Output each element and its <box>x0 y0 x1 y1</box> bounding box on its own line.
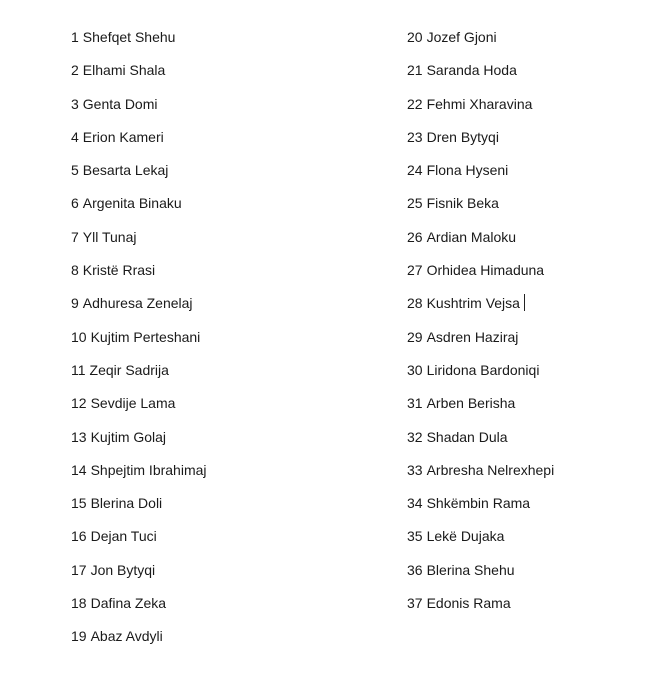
item-number: 19 <box>71 628 87 645</box>
item-name: Lekë Dujaka <box>426 528 505 545</box>
list-item[interactable] <box>407 460 554 493</box>
item-number: 2 <box>71 62 79 79</box>
item-number: 21 <box>407 62 423 79</box>
item-name: Jon Bytyqi <box>90 561 156 578</box>
item-name: Shkëmbin Rama <box>426 495 531 512</box>
item-name: Blerina Doli <box>90 495 163 512</box>
list-item[interactable] <box>71 327 207 360</box>
list-item[interactable] <box>407 293 554 326</box>
item-number: 34 <box>407 495 423 512</box>
list-item[interactable] <box>71 160 207 193</box>
list-item[interactable] <box>407 160 554 193</box>
item-number: 4 <box>71 128 79 145</box>
item-name: Kushtrim Vejsa <box>426 295 520 312</box>
list-item[interactable] <box>71 393 207 426</box>
item-number: 10 <box>71 328 87 345</box>
list-item[interactable] <box>71 460 207 493</box>
item-number: 23 <box>407 128 423 145</box>
list-item[interactable] <box>407 393 554 426</box>
list-item[interactable] <box>71 193 207 226</box>
list-item[interactable] <box>71 60 207 93</box>
item-number: 24 <box>407 162 423 179</box>
item-name: Kujtim Golaj <box>90 428 167 445</box>
item-name: Ardian Maloku <box>426 228 517 245</box>
item-number: 32 <box>407 428 423 445</box>
list-item[interactable] <box>71 593 207 626</box>
list-item[interactable] <box>407 493 554 526</box>
list-item[interactable] <box>71 626 207 659</box>
item-number: 26 <box>407 228 423 245</box>
item-name: Besarta Lekaj <box>82 162 169 179</box>
item-number: 13 <box>71 428 87 445</box>
list-item[interactable] <box>407 526 554 559</box>
list-item[interactable] <box>71 427 207 460</box>
item-number: 5 <box>71 162 79 179</box>
list-item[interactable] <box>407 560 554 593</box>
item-name: Kristë Rrasi <box>82 262 156 279</box>
item-name: Dren Bytyqi <box>426 128 499 145</box>
item-name: Adhuresa Zenelaj <box>82 295 193 312</box>
item-number: 16 <box>71 528 87 545</box>
item-number: 33 <box>407 461 423 478</box>
item-name: Sevdije Lama <box>90 395 176 412</box>
list-item[interactable] <box>407 60 554 93</box>
item-name: Dejan Tuci <box>90 528 157 545</box>
item-name: Edonis Rama <box>426 595 511 612</box>
item-number: 31 <box>407 395 423 412</box>
item-number: 25 <box>407 195 423 212</box>
list-item[interactable] <box>71 260 207 293</box>
name-list-left-column <box>71 27 207 660</box>
list-item[interactable] <box>407 27 554 60</box>
list-item[interactable] <box>71 27 207 60</box>
item-name: Genta Domi <box>82 95 158 112</box>
list-item[interactable] <box>407 94 554 127</box>
item-name: Shadan Dula <box>426 428 508 445</box>
item-number: 6 <box>71 195 79 212</box>
list-item[interactable] <box>407 360 554 393</box>
item-name: Flona Hyseni <box>426 162 509 179</box>
item-number: 22 <box>407 95 423 112</box>
item-name: Saranda Hoda <box>426 62 517 79</box>
list-item[interactable] <box>407 127 554 160</box>
item-number: 8 <box>71 262 79 279</box>
list-item[interactable] <box>71 94 207 127</box>
list-item[interactable] <box>407 193 554 226</box>
item-name: Arbresha Nelrexhepi <box>426 461 555 478</box>
list-item[interactable] <box>407 593 554 626</box>
item-name: Dafina Zeka <box>90 595 167 612</box>
list-item[interactable] <box>71 526 207 559</box>
item-name: Shpejtim Ibrahimaj <box>90 461 207 478</box>
item-number: 7 <box>71 228 79 245</box>
item-number: 11 <box>71 361 86 378</box>
list-item[interactable] <box>71 560 207 593</box>
list-item[interactable] <box>71 493 207 526</box>
item-name: Liridona Bardoniqi <box>426 361 540 378</box>
item-name: Zeqir Sadrija <box>89 361 169 378</box>
item-number: 12 <box>71 395 87 412</box>
item-number: 14 <box>71 461 87 478</box>
item-name: Blerina Shehu <box>426 561 515 578</box>
item-name: Abaz Avdyli <box>90 628 163 645</box>
item-number: 3 <box>71 95 79 112</box>
item-number: 18 <box>71 595 87 612</box>
list-item[interactable] <box>407 260 554 293</box>
item-number: 15 <box>71 495 87 512</box>
item-name: Fisnik Beka <box>426 195 499 212</box>
item-number: 36 <box>407 561 423 578</box>
item-name: Argenita Binaku <box>82 195 182 212</box>
item-number: 30 <box>407 361 423 378</box>
item-number: 9 <box>71 295 79 312</box>
name-list-right-column <box>407 27 554 626</box>
item-name: Erion Kameri <box>82 128 164 145</box>
item-number: 35 <box>407 528 423 545</box>
item-number: 28 <box>407 295 423 312</box>
list-item[interactable] <box>71 360 207 393</box>
item-name: Yll Tunaj <box>82 228 137 245</box>
item-number: 17 <box>71 561 87 578</box>
item-name: Arben Berisha <box>426 395 516 412</box>
list-item[interactable] <box>71 227 207 260</box>
item-name: Asdren Haziraj <box>426 328 519 345</box>
item-name: Fehmi Xharavina <box>426 95 533 112</box>
item-name: Kujtim Perteshani <box>90 328 201 345</box>
item-name: Elhami Shala <box>82 62 166 79</box>
list-item[interactable] <box>71 293 207 326</box>
list-item[interactable] <box>407 227 554 260</box>
item-number: 20 <box>407 29 423 45</box>
list-item[interactable] <box>407 327 554 360</box>
list-item[interactable] <box>71 127 207 160</box>
item-name: Jozef Gjoni <box>426 29 497 45</box>
item-number: 37 <box>407 595 423 612</box>
item-name: Orhidea Himaduna <box>426 262 545 279</box>
item-number: 27 <box>407 262 423 279</box>
text-cursor <box>524 294 525 311</box>
item-number: 1 <box>71 29 79 45</box>
item-name: Shefqet Shehu <box>82 29 176 45</box>
item-number: 29 <box>407 328 423 345</box>
list-item[interactable] <box>407 427 554 460</box>
